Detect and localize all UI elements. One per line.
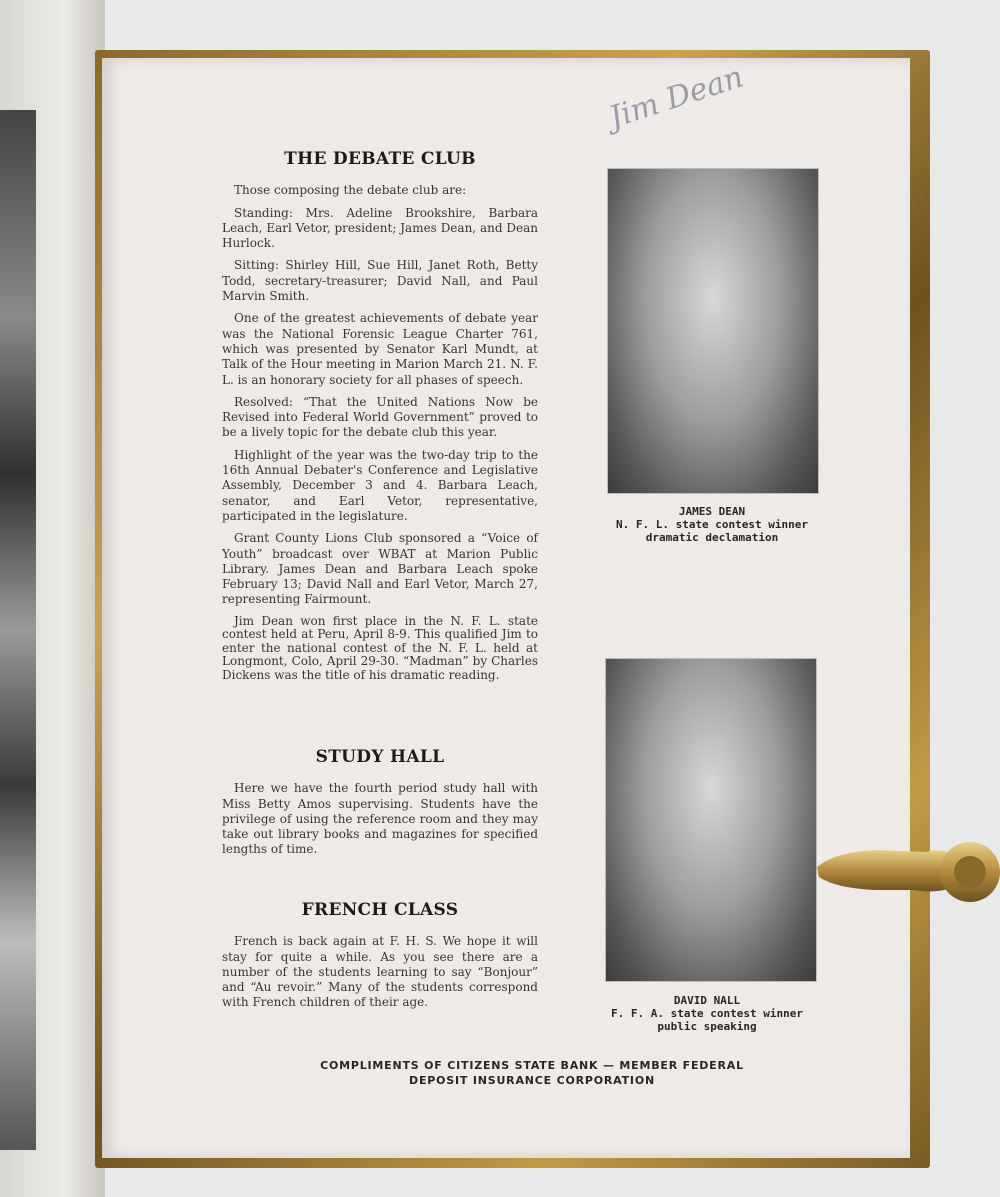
brass-hand-clasp-icon — [815, 822, 1000, 922]
footer-credit — [252, 1058, 812, 1088]
david-nall-caption — [587, 994, 827, 1033]
paragraph: Resolved: “That the United Nations Now be Revised into Federal World Government” proved to be a lively topic for the debate club this year. — [222, 394, 538, 440]
left-page-photos — [0, 110, 36, 1150]
debate-club-section — [222, 149, 538, 689]
portrait-name: JAMES DEAN — [678, 505, 746, 518]
portrait-line: public speaking — [657, 1020, 757, 1033]
portrait-line: F. F. A. state contest winner — [610, 1007, 804, 1020]
paragraph: One of the greatest achievements of debate year was the National Forensic League Charter 761, which was presented by Senator Karl Mundt, at Talk of the Hour meeting in Marion March 21. N. F. L. is an honorary society for all phases of speech. — [222, 311, 538, 387]
james-dean-caption — [592, 505, 832, 544]
portrait-line: N. F. L. state contest winner — [615, 518, 809, 531]
james-dean-portrait — [607, 168, 819, 494]
french-class-section — [222, 900, 538, 1018]
french-class-text: French is back again at F. H. S. We hope it will stay for quite a while. As you see there are a number of the students learning to say “Bonjour” and “Au revoir.” Many of the students correspond with French children of their age. — [222, 934, 538, 1010]
paragraph: Sitting: Shirley Hill, Sue Hill, Janet Roth, Betty Todd, secretary-treasurer; David Nall, and Paul Marvin Smith. — [222, 258, 538, 304]
footer-line: COMPLIMENTS OF CITIZENS STATE BANK — MEMBER FEDERAL — [320, 1059, 744, 1072]
left-page — [0, 0, 105, 1197]
study-hall-heading: STUDY HALL — [315, 747, 445, 767]
yearbook-page — [102, 58, 910, 1158]
paragraph: Highlight of the year was the two-day trip to the 16th Annual Debater's Conference and Legislative Assembly, December 3 and 4. Barbara Leach, senator, and Earl Vetor, representative, participated in the legislature. — [222, 447, 538, 523]
portrait-line: dramatic declamation — [645, 531, 779, 544]
debate-club-heading: THE DEBATE CLUB — [284, 149, 476, 169]
french-class-heading: FRENCH CLASS — [301, 900, 459, 920]
study-hall-text: Here we have the fourth period study hall with Miss Betty Amos supervising. Students have the privilege of using the reference room and they may take out library books and magazines for specified lengths of time. — [222, 781, 538, 857]
paragraph: Jim Dean won first place in the N. F. L. state contest held at Peru, April 8-9. This qualified Jim to enter the national contest of the N. F. L. held at Longmont, Colo, April 29-30. “Madman” by Charles Dickens was the title of his dramatic reading. — [222, 613, 538, 682]
portrait-name: DAVID NALL — [673, 994, 741, 1007]
study-hall-section — [222, 747, 538, 865]
paragraph: Grant County Lions Club sponsored a “Voice of Youth” broadcast over WBAT at Marion Public Library. James Dean and Barbara Leach spoke February 13; David Nall and Earl Vetor, March 27, representing Fairmount. — [222, 531, 538, 607]
paragraph: Standing: Mrs. Adeline Brookshire, Barbara Leach, Earl Vetor, president; James Dean, and Dean Hurlock. — [222, 205, 538, 251]
paragraph: Those composing the debate club are: — [234, 183, 467, 198]
footer-line: DEPOSIT INSURANCE CORPORATION — [409, 1074, 655, 1087]
signature: Jim Dean — [604, 59, 748, 136]
david-nall-portrait — [605, 658, 817, 982]
